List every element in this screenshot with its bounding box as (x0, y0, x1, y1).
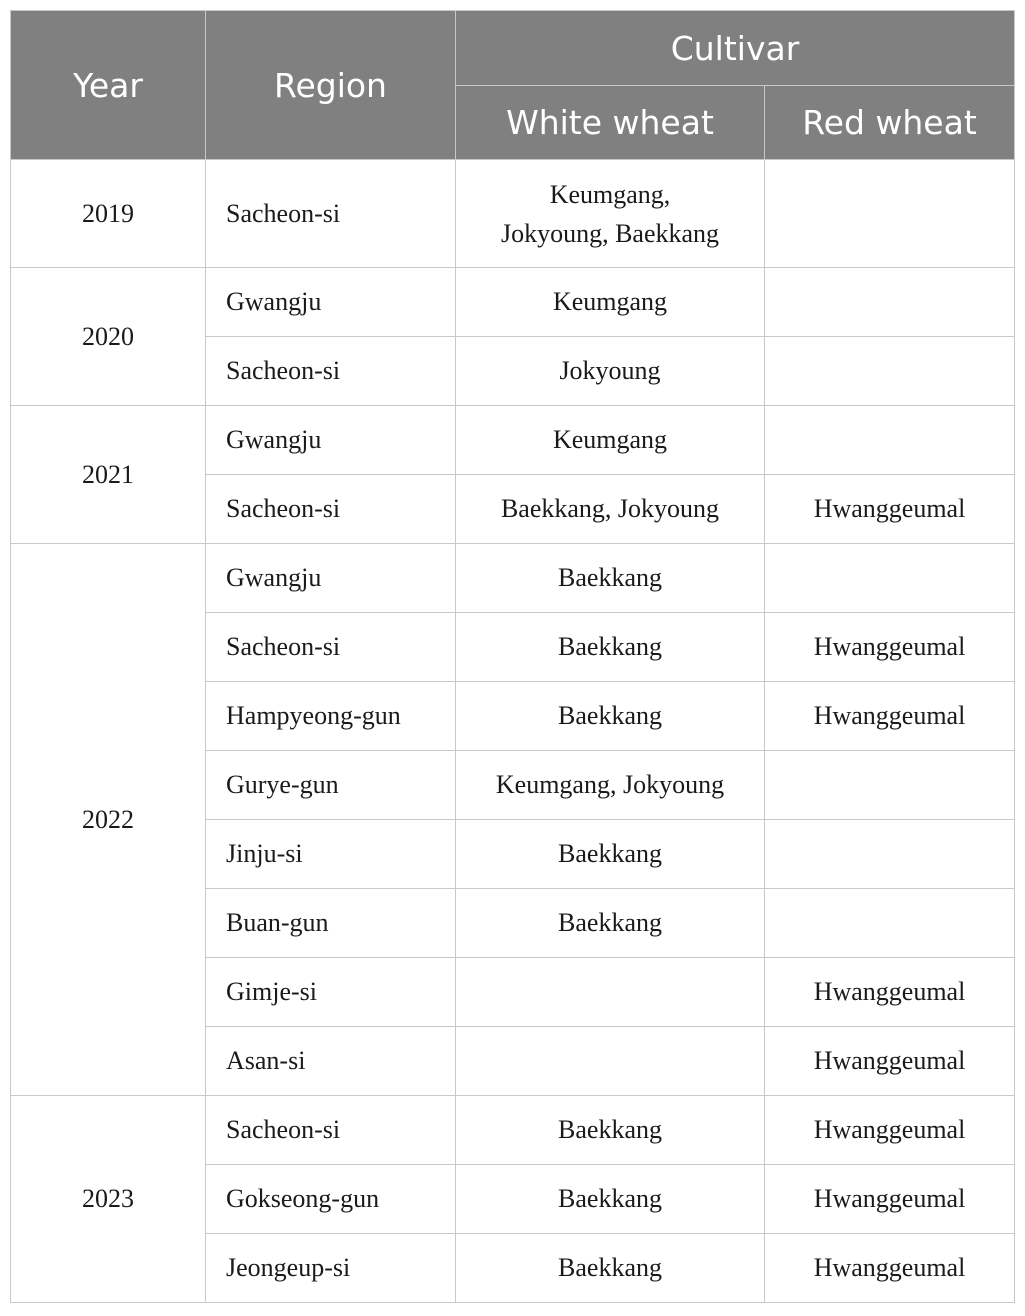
region-cell: Buan-gun (206, 889, 456, 958)
table-row (11, 1096, 1015, 1165)
region-cell: Jeongeup-si (206, 1234, 456, 1303)
header-cultivar: Cultivar (456, 11, 1015, 86)
red-wheat-cell (765, 406, 1015, 475)
table-row (11, 160, 1015, 268)
header-region: Region (206, 11, 456, 160)
white-wheat-cell (456, 1027, 765, 1096)
red-wheat-cell: Hwanggeumal (765, 1234, 1015, 1303)
red-wheat-cell: Hwanggeumal (765, 1165, 1015, 1234)
white-wheat-line-2: Jokyoung, Baekkang (500, 218, 720, 248)
region-cell: Sacheon-si (206, 475, 456, 544)
red-wheat-cell (765, 268, 1015, 337)
white-wheat-cell: Baekkang (456, 544, 765, 613)
region-cell: Gwangju (206, 544, 456, 613)
region-cell: Gurye-gun (206, 751, 456, 820)
header-red-wheat: Red wheat (765, 86, 1015, 160)
region-cell: Hampyeong-gun (206, 682, 456, 751)
red-wheat-cell (765, 160, 1015, 268)
white-wheat-cell: Keumgang, Jokyoung (456, 751, 765, 820)
red-wheat-cell: Hwanggeumal (765, 1096, 1015, 1165)
white-wheat-cell: Keumgang (456, 406, 765, 475)
year-cell: 2021 (11, 406, 206, 544)
red-wheat-cell: Hwanggeumal (765, 475, 1015, 544)
region-cell: Sacheon-si (206, 160, 456, 268)
header-white-wheat: White wheat (456, 86, 765, 160)
white-wheat-cell: Jokyoung (456, 337, 765, 406)
region-cell: Sacheon-si (206, 1096, 456, 1165)
table-row (11, 544, 1015, 613)
white-wheat-cell: Baekkang (456, 1165, 765, 1234)
white-wheat-cell (456, 958, 765, 1027)
table-row (11, 268, 1015, 337)
white-wheat-cell: Baekkang (456, 820, 765, 889)
region-cell: Sacheon-si (206, 337, 456, 406)
white-wheat-cell: Baekkang (456, 682, 765, 751)
red-wheat-cell (765, 544, 1015, 613)
table-body (11, 160, 1015, 1303)
cultivar-table (10, 10, 1015, 1303)
red-wheat-cell: Hwanggeumal (765, 682, 1015, 751)
red-wheat-cell (765, 751, 1015, 820)
table-header (11, 11, 1015, 160)
white-wheat-cell: Baekkang, Jokyoung (456, 475, 765, 544)
year-cell: 2019 (11, 160, 206, 268)
year-cell: 2023 (11, 1096, 206, 1303)
white-wheat-cell: Baekkang (456, 889, 765, 958)
white-wheat-line-1: Keumgang, (549, 179, 671, 209)
white-wheat-cell: Baekkang (456, 613, 765, 682)
red-wheat-cell: Hwanggeumal (765, 613, 1015, 682)
region-cell: Jinju-si (206, 820, 456, 889)
table-row (11, 406, 1015, 475)
red-wheat-cell (765, 820, 1015, 889)
red-wheat-cell (765, 889, 1015, 958)
region-cell: Sacheon-si (206, 613, 456, 682)
white-wheat-cell: Baekkang (456, 1234, 765, 1303)
red-wheat-cell (765, 337, 1015, 406)
region-cell: Gokseong-gun (206, 1165, 456, 1234)
region-cell: Gwangju (206, 406, 456, 475)
white-wheat-cell: Keumgang (456, 268, 765, 337)
red-wheat-cell: Hwanggeumal (765, 1027, 1015, 1096)
region-cell: Asan-si (206, 1027, 456, 1096)
white-wheat-cell: Baekkang (456, 1096, 765, 1165)
red-wheat-cell: Hwanggeumal (765, 958, 1015, 1027)
year-cell: 2020 (11, 268, 206, 406)
region-cell: Gimje-si (206, 958, 456, 1027)
region-cell: Gwangju (206, 268, 456, 337)
year-cell: 2022 (11, 544, 206, 1096)
header-year: Year (11, 11, 206, 160)
white-wheat-cell (456, 160, 765, 268)
